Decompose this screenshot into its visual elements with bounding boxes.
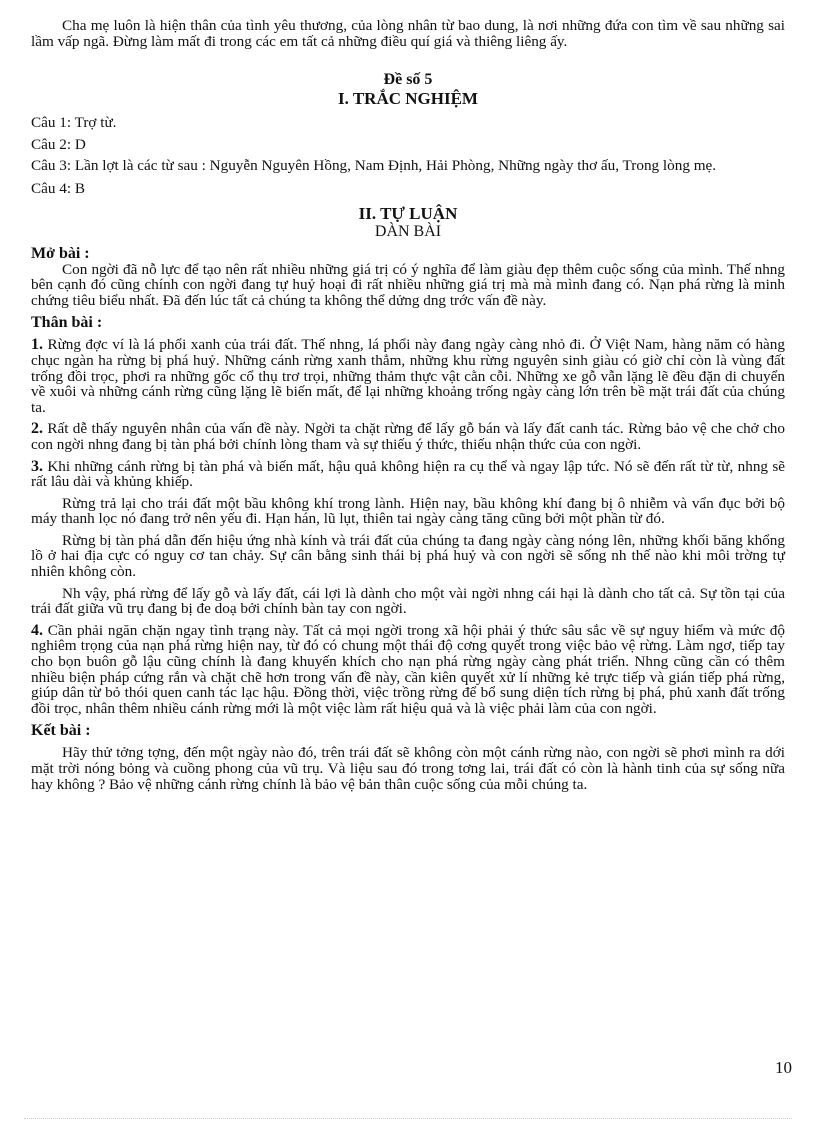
body-point-1	[31, 337, 785, 415]
exam-title: Đề số 5	[383, 71, 433, 89]
intro-section-label: Mở bài :	[31, 244, 90, 262]
answer-list	[31, 115, 785, 196]
intro-section-text: Con ngời đã nỗ lực để tạo nên rất nhiều những giá trị có ý nghĩa để làm giàu đẹp thêm cuộc sống của mình. Thế nhng bên cạnh đó cũng chính con ngời đang tự huỷ hoại đi rất nhiều những giá trị mà mà mình đang có. Nạn phá rừng là minh chứng tiêu biểu nhất. Đã đến lúc tất cả chúng ta không thể dửng dng trớc vấn đề này.	[31, 260, 785, 309]
answer-1: Câu 1: Trợ từ.	[31, 114, 117, 132]
part2-title: II. TỰ LUẬN	[358, 203, 458, 223]
point-text: Rất dễ thấy nguyên nhân của vấn đề này. Ngời ta chặt rừng để lấy gỗ bán và lấy đất canh tác. Rừng bảo vệ che chở cho con ngời nhng đang bị tàn phá bởi chính lòng tham và sự thiếu ý thức, thiếu nhận thức của con ngời.	[31, 420, 785, 453]
outline-subtitle: DÀN BÀI	[374, 222, 442, 240]
body-point-2	[31, 421, 785, 452]
answer-3: Câu 3: Lần lợt là các từ sau : Nguyễn Nguyên Hồng, Nam Định, Hải Phòng, Những ngày thơ ấu, Trong lòng mẹ.	[31, 157, 717, 175]
body-point-3	[31, 459, 785, 490]
answer-2: Câu 2: D	[31, 135, 86, 153]
body-point-3b: Rừng bị tàn phá dẫn đến hiệu ứng nhà kính và trái đất của chúng ta đang ngày càng nóng lên, những khối băng khổng lồ ở hai địa cực có nguy cơ tan chảy. Sự cân bằng sinh thái bị phá huỷ và con ngời sẽ sống nh thế nào khi môi trờng tự nhiên không còn.	[31, 531, 785, 581]
body-point-4	[31, 623, 785, 717]
point-text: Cần phải ngăn chặn ngay tình trạng này. Tất cả mọi ngời trong xã hội phải ý thức sâu sắc về sự nguy hiểm và mức độ nghiêm trọng của nạn phá rừng hiện nay, từ đó có chung một thái độ cơng quyết trong việc bảo vệ rừng. Làm ngơ, tiếp tay cho bọn buôn gỗ lậu cũng chính là đang khuyến khích cho nạn phá rừng ngày càng phát triển. Nhng cũng cần có thêm nhiều biện pháp cứng rắn và chặt chẽ hơn trong vấn đề này, cần kiên quyết xử lí những kẻ trực tiếp và gián tiếp phá rừng, giúp dân từ bỏ thói quen canh tác lạc hậu. Đồng thời, việc trồng rừng để bổ sung diện tích rừng bị phá, phủ xanh đất trống đồi trọc, nhân thêm nhiều cánh rừng mới là một việc làm rất hiệu quả và là việc phải làm của con ngời.	[31, 621, 785, 717]
part1-title: I. TRẮC NGHIỆM	[338, 89, 478, 109]
page-number: 10	[775, 1058, 792, 1077]
point-number: 1.	[31, 336, 43, 354]
point-number: 2.	[31, 420, 43, 438]
conclusion-section-text: Hãy thử tởng tợng, đến một ngày nào đó, trên trái đất sẽ không còn một cánh rừng nào, con ngời sẽ phơi mình ra dới mặt trời nóng bỏng và cuồng phong của vũ trụ. Và liệu sau đó trong tơng lai, trái đất có còn là hành tinh của sự sống nữa hay không ? Bảo vệ những cánh rừng chính là bảo vệ bản thân cuộc sống của mỗi chúng ta.	[31, 744, 785, 793]
answer-4: Câu 4: B	[31, 179, 86, 197]
point-number: 3.	[31, 457, 43, 475]
footer-divider	[24, 1118, 792, 1119]
body-point-3a: Rừng trả lại cho trái đất một bầu không khí trong lành. Hiện nay, bầu không khí đang bị ô nhiễm và vẩn đục bởi bộ máy thanh lọc nó đang trở nên yếu đi. Hạn hán, lũ lụt, thiên tai ngày càng tăng cũng bởi một phần từ đó.	[31, 494, 785, 528]
body-point-3c: Nh vậy, phá rừng để lấy gỗ và lấy đất, cái lợi là dành cho một vài ngời nhng cái hại là dành cho tất cả. Sự tồn tại của trái đất giữa vũ trụ đang bị đe doạ bởi chính bàn tay con ngời.	[31, 584, 785, 618]
point-text: Khi những cánh rừng bị tàn phá và biến mất, hậu quả không hiện ra cụ thể và ngay lập tức. Nó sẽ đến rất từ từ, nhng sẽ rất lâu dài và khủng khiếp.	[31, 457, 785, 491]
intro-paragraph: Cha mẹ luôn là hiện thân của tình yêu thương, của lòng nhân từ bao dung, là nơi những đứa con tìm về sau những sai lầm vấp ngã. Đừng làm mất đi trong các em tất cả những điều quí giá và thiêng liêng ấy.	[31, 17, 785, 50]
point-number: 4.	[31, 621, 43, 639]
point-text: Rừng đợc ví là lá phổi xanh của trái đất. Thế nhng, lá phổi này đang ngày càng nhỏ đi. Ở Việt Nam, hàng năm có hàng chục ngàn ha rừng bị phá huỷ. Những cánh rừng xanh thẳm, những khu rừng nguyên sinh giàu có giờ chỉ còn là vùng đất trống đồi trọc, phơi ra những gốc cổ thụ trơ trọi, những thảm thực vật cằn cỗi. Những xe gỗ vẫn lặng lẽ đều đặn di chuyển về xuôi và những cánh rừng cũng lặng lẽ biến mất, để lại những khoảng trống ngày càng lớn trên bề mặt trái đất của chúng ta.	[31, 336, 785, 416]
conclusion-section-label: Kết bài :	[31, 722, 91, 740]
body-section-label: Thân bài :	[31, 314, 103, 332]
